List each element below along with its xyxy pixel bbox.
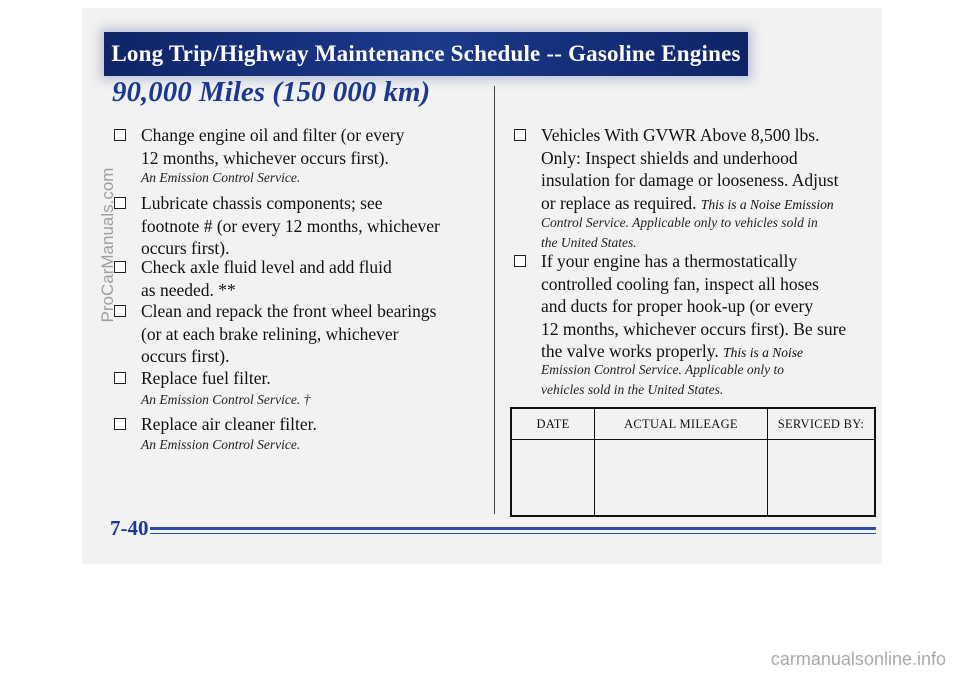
checkbox[interactable] <box>114 418 126 430</box>
column-header-serviced-by: SERVICED BY: <box>767 408 875 440</box>
header-title: Long Trip/Highway Maintenance Schedule -- Gasoline Engines <box>111 41 741 66</box>
column-divider <box>494 86 495 514</box>
checklist-item-fuel-filter: Replace fuel filter. <box>114 367 271 390</box>
noise-emission-note-continued: Emission Control Service. Applicable only to vehicles sold in the United States. <box>541 362 784 397</box>
column-header-mileage: ACTUAL MILEAGE <box>595 408 768 440</box>
noise-emission-note: This is a Noise Emission <box>700 196 834 212</box>
checklist-item-cooling-fan-hoses: If your engine has a thermostatically controlled cooling fan, inspect all hoses and ducts for proper hook-up (or every 12 months, whichever occurs first). Be sure the valve works properly. This is a Noise <box>514 250 846 365</box>
checklist-item-oil-change: Change engine oil and filter (or every 12 months, whichever occurs first). <box>114 124 404 169</box>
checklist-item-gvwr-shields: Vehicles With GVWR Above 8,500 lbs. Only: Inspect shields and underhood insulation for damage or looseness. Adjust or replace as required. This is a Noise Emission <box>514 124 838 216</box>
page-number: 7-40 <box>110 516 149 540</box>
table-row <box>511 440 875 517</box>
checkbox[interactable] <box>514 129 526 141</box>
checklist-item-air-filter: Replace air cleaner filter. <box>114 413 317 436</box>
footer-rule <box>150 527 876 530</box>
footer-rule-thin <box>150 533 876 534</box>
noise-emission-note: This is a Noise <box>723 345 803 360</box>
page-header-bar <box>104 32 748 76</box>
service-log-table <box>510 407 876 517</box>
checkbox[interactable] <box>114 129 126 141</box>
emission-note: An Emission Control Service. <box>141 437 301 452</box>
watermark-bottom: carmanualsonline.info <box>770 649 946 669</box>
watermark-side: ProCarManuals.com <box>98 167 117 323</box>
checklist-item-axle-fluid: Check axle fluid level and add fluid as needed. ** <box>114 256 392 301</box>
mileage-cell[interactable] <box>595 440 768 517</box>
checkbox[interactable] <box>514 255 526 267</box>
checklist-item-wheel-bearings: Clean and repack the front wheel bearings (or at each brake relining, whichever occurs first). <box>114 300 436 368</box>
serviced-by-cell[interactable] <box>767 440 875 517</box>
table-header-row <box>511 408 875 440</box>
section-title: 90,000 Miles (150 000 km) <box>112 76 431 108</box>
checklist-item-lubricate-chassis: Lubricate chassis components; see footnote # (or every 12 months, whichever occurs first). <box>114 192 440 260</box>
emission-note: An Emission Control Service. † <box>141 392 311 407</box>
checkbox[interactable] <box>114 372 126 384</box>
noise-emission-note-continued: Control Service. Applicable only to vehicles sold in the United States. <box>541 215 818 250</box>
emission-note: An Emission Control Service. <box>141 170 301 185</box>
column-header-date: DATE <box>511 408 595 440</box>
date-cell[interactable] <box>511 440 595 517</box>
